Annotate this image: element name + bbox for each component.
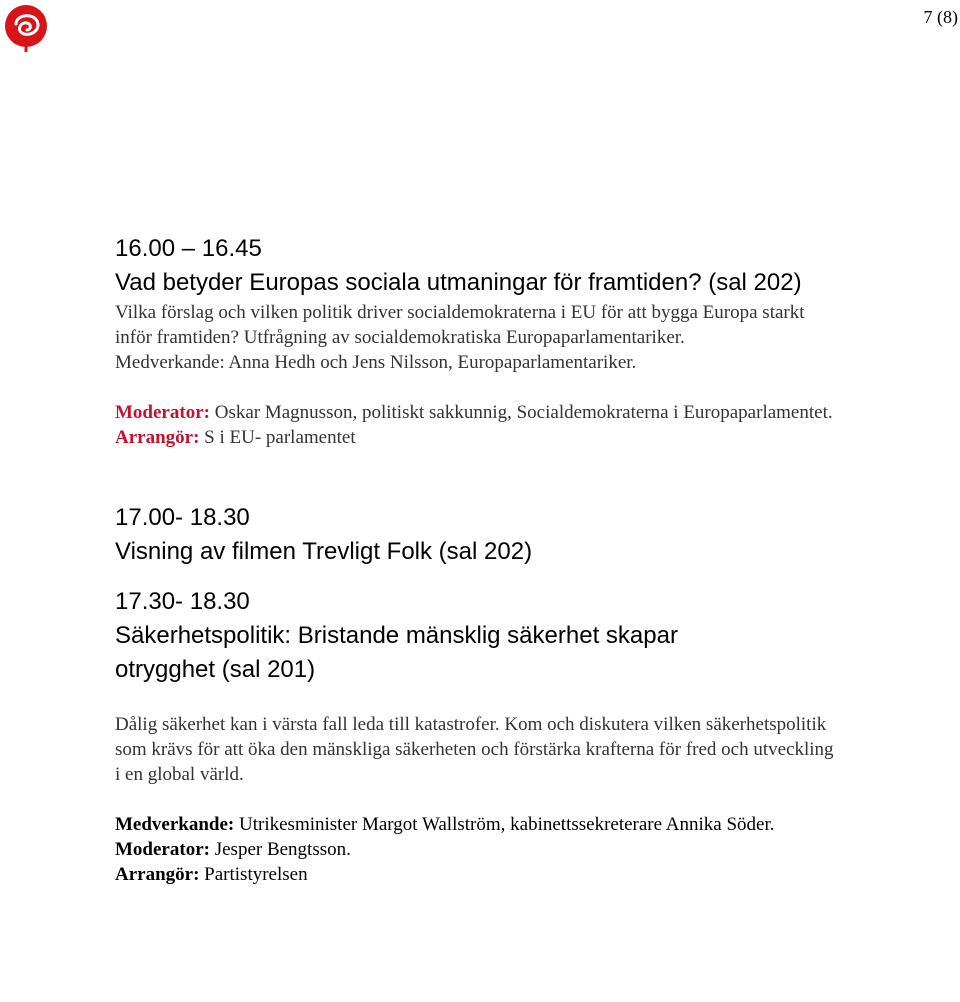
session-description: Dålig säkerhet kan i värsta fall leda till katastrofer. Kom och diskutera vilken säkerhetspolitik som krävs för att öka den mänskliga säkerheten och förstärka krafterna för fred och utveckling i en global värld. xyxy=(115,714,834,785)
moderator-value: Oskar Magnusson, politiskt sakkunnig, Socialdemokraterna i Europaparlamentet. xyxy=(214,402,833,423)
session-participants: Medverkande: Anna Hedh och Jens Nilsson, Europaparlamentariker. xyxy=(115,352,637,373)
session-time: 17.00- 18.30 xyxy=(115,504,250,531)
session-participants xyxy=(115,812,835,837)
session-description: Vilka förslag och vilken politik driver socialdemokraterna i EU för att bygga Europa starkt inför framtiden? Utfrågning av socialdemokratiska Europaparlamentariker. xyxy=(115,302,805,348)
session-3 xyxy=(115,585,835,887)
rose-logo-icon xyxy=(2,2,50,54)
page-number: 7 (8) xyxy=(923,7,958,27)
moderator-label: Moderator: xyxy=(115,839,210,860)
participants-value: Utrikesminister Margot Wallström, kabinettssekreterare Annika Söder. xyxy=(239,814,775,835)
organizer-value: Partistyrelsen xyxy=(204,864,308,885)
organizer-value: S i EU- parlamentet xyxy=(204,427,356,448)
session-moderator xyxy=(115,400,835,425)
session-organizer xyxy=(115,862,835,887)
program-content xyxy=(115,232,835,887)
organizer-label: Arrangör: xyxy=(115,427,200,448)
participants-label: Medverkande: xyxy=(115,814,235,835)
session-time: 16.00 – 16.45 xyxy=(115,235,262,262)
session-title: Visning av filmen Trevligt Folk (sal 202) xyxy=(115,538,533,565)
session-organizer xyxy=(115,425,835,450)
organizer-label: Arrangör: xyxy=(115,864,200,885)
session-title: Vad betyder Europas sociala utmaningar för framtiden? (sal 202) xyxy=(115,269,802,296)
moderator-label: Moderator: xyxy=(115,402,210,423)
session-time: 17.30- 18.30 xyxy=(115,588,250,615)
session-moderator xyxy=(115,837,835,862)
moderator-value: Jesper Bengtsson. xyxy=(214,839,351,860)
session-title: Säkerhetspolitik: Bristande mänsklig säkerhet skapar otrygghet (sal 201) xyxy=(115,622,678,683)
session-2 xyxy=(115,501,835,569)
session-1 xyxy=(115,232,835,450)
